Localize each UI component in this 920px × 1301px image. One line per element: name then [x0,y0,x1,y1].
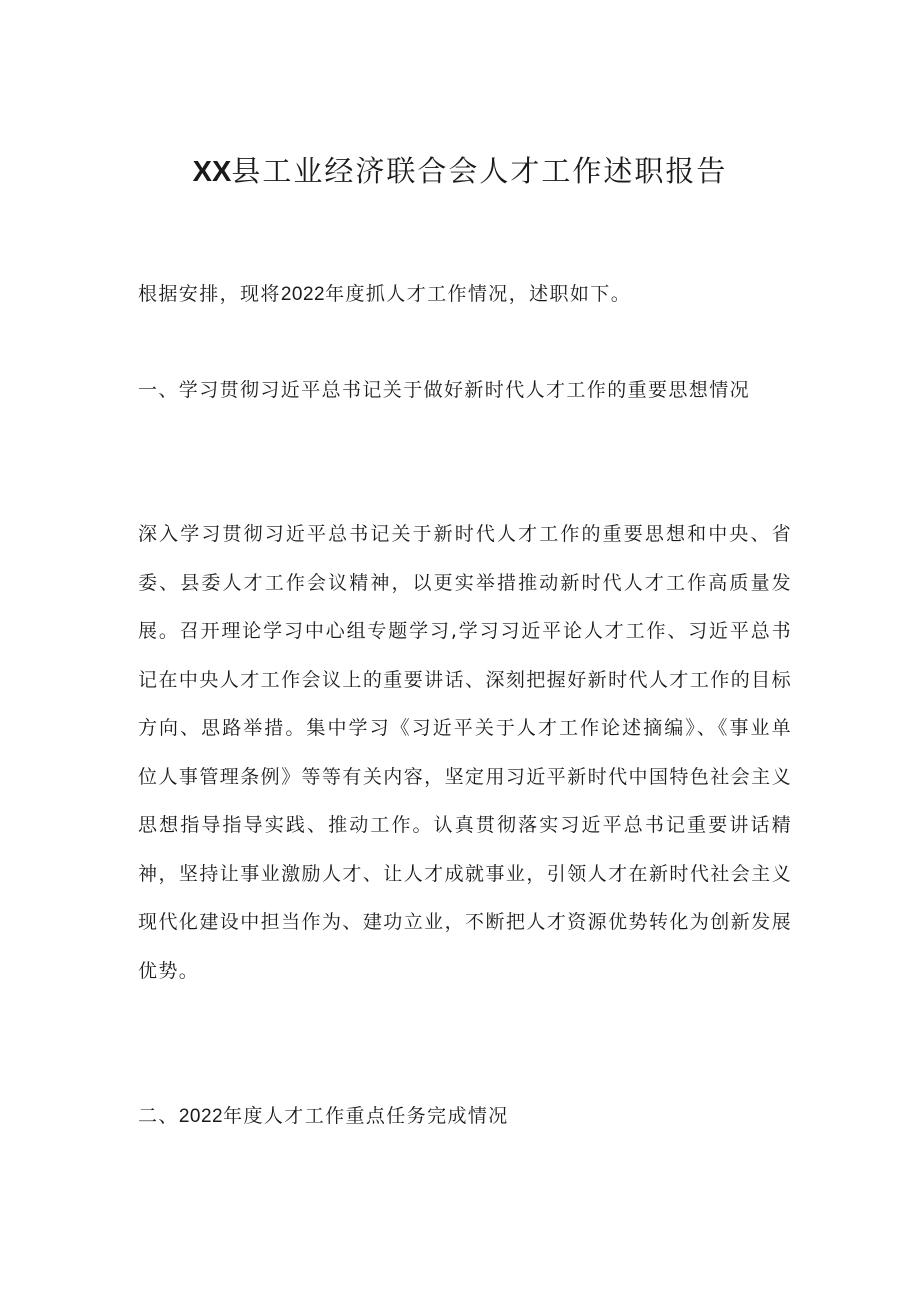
section1-heading: 一、学习贯彻习近平总书记关于做好新时代人才工作的重要思想情况 [138,379,751,401]
intro-text-a: 根据安排，现将 [138,283,281,305]
title-prefix: XX [192,156,232,188]
section2-prefix: 二、 [138,1105,179,1127]
section2-year: 2022 [178,1106,224,1127]
intro-text-b: 年度抓人才工作情况，述职如下。 [325,283,632,305]
section1-body: 深入学习贯彻习近平总书记关于新时代人才工作的重要思想和中央、省委、县委人才工作会议精神，以更实举措推动新时代人才工作高质量发展。召开理论学习中心组专题学习,学习习近平论人才工作、习近平总书记在中央人才工作会议上的重要讲话、深刻把握好新时代人才工作的目标方向、思路举措。集中学习《习近平关于人才工作论述摘编》、《事业单位人事管理条例》等等有关内容，坚定用习近平新时代中国特色社会主义思想指导指导实践、推动工作。认真贯彻落实习近平总书记重要讲话精神，坚持让事业激励人才、让人才成就事业，引领人才在新时代社会主义现代化建设中担当作为、建功立业，不断把人才资源优势转化为创新发展优势。 [138,523,792,982]
title-text: 县工业经济联合会人才工作述职报告 [231,154,728,188]
section2-heading [138,1092,792,1142]
intro-paragraph [138,270,792,320]
document-title [0,146,920,197]
section2-text: 年度人才工作重点任务完成情况 [223,1105,509,1127]
intro-year: 2022 [280,284,326,305]
